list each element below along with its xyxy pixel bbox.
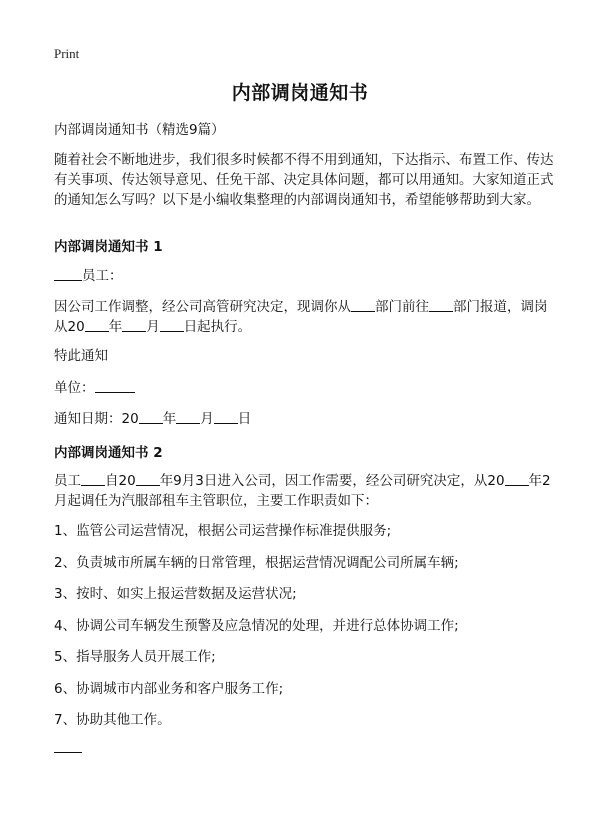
duty-item: 6、协调城市内部业务和客户服务工作; <box>54 681 284 697</box>
duty-item: 1、监管公司运营情况，根据公司运营操作标准提供服务; <box>54 523 392 539</box>
unit-blank <box>95 378 135 393</box>
date-month-text: 月 <box>200 411 214 427</box>
page-title: 内部调岗通知书 <box>231 82 369 104</box>
intro-text-5: 2月起调任为汽服部租车主管职位，主要工作职责如下： <box>54 473 551 509</box>
body-text-3: 部门报道，调岗从20 <box>54 299 548 335</box>
duty-item: 7、协助其他工作。 <box>54 712 171 728</box>
body-text-2: 部门前往 <box>375 299 429 315</box>
duty-item: 2、负责城市所属车辆的日常管理，根据运营情况调配公司所属车辆; <box>54 555 459 571</box>
intro-text-3: 年9月3日进入公司，因工作需要，经公司研究决定，从20 <box>159 473 505 489</box>
join-year-blank <box>136 471 160 486</box>
section-1-unit <box>54 378 554 398</box>
name-blank <box>54 266 82 281</box>
month-blank <box>122 317 146 332</box>
section-1-heading: 内部调岗通知书 1 <box>54 239 163 255</box>
print-link[interactable]: Print <box>54 46 80 61</box>
date-day-text: 日 <box>237 411 252 427</box>
intro-paragraph: 随着社会不断地进步，我们很多时候都不得不用到通知，下达指示、布置工作、传达有关事项、传达领导意见、任免干部、决定具体问题，都可以用通知。大家知道正式的通知怎么写吗？以下是小编收集整理的内部调岗通知书，希望能够帮助到大家。 <box>54 152 554 208</box>
date-month-blank <box>176 409 200 424</box>
date-day-blank <box>214 409 238 424</box>
section-1-date <box>54 409 554 429</box>
body-text-6: 日起执行。 <box>183 319 252 335</box>
intro-text-4: 年 <box>528 473 543 489</box>
section-1-notice: 特此通知 <box>54 348 108 364</box>
to-dept-blank <box>429 297 453 312</box>
body-text-5: 月 <box>146 319 160 335</box>
body-text-4: 年 <box>108 319 123 335</box>
section-1-body <box>54 297 554 337</box>
document-subtitle: 内部调岗通知书（精选9篇） <box>54 122 225 138</box>
duty-item: 5、指导服务人员开展工作; <box>54 649 216 665</box>
trailing-blank-line <box>54 752 82 753</box>
section-2-heading: 内部调岗通知书 2 <box>54 445 163 461</box>
intro-text-1: 员工 <box>54 473 81 489</box>
unit-label: 单位： <box>54 380 95 396</box>
transfer-year-blank <box>505 471 529 486</box>
section-2-intro <box>54 471 554 511</box>
body-text-1: 因公司工作调整，经公司高管研究决定，现调你从 <box>54 299 351 315</box>
date-year-text: 年 <box>162 411 177 427</box>
section-1-salutation <box>54 266 554 286</box>
date-year-blank <box>139 409 163 424</box>
salutation-text: 员工： <box>82 268 123 284</box>
day-blank <box>160 317 184 332</box>
year-blank <box>85 317 109 332</box>
duty-item: 3、按时、如实上报运营数据及运营状况; <box>54 586 297 602</box>
date-label: 通知日期：20 <box>54 411 139 427</box>
intro-text-2: 自20 <box>105 473 136 489</box>
from-dept-blank <box>351 297 375 312</box>
duty-item: 4、协调公司车辆发生预警及应急情况的处理，并进行总体协调工作; <box>54 618 459 634</box>
employee-blank <box>81 471 105 486</box>
